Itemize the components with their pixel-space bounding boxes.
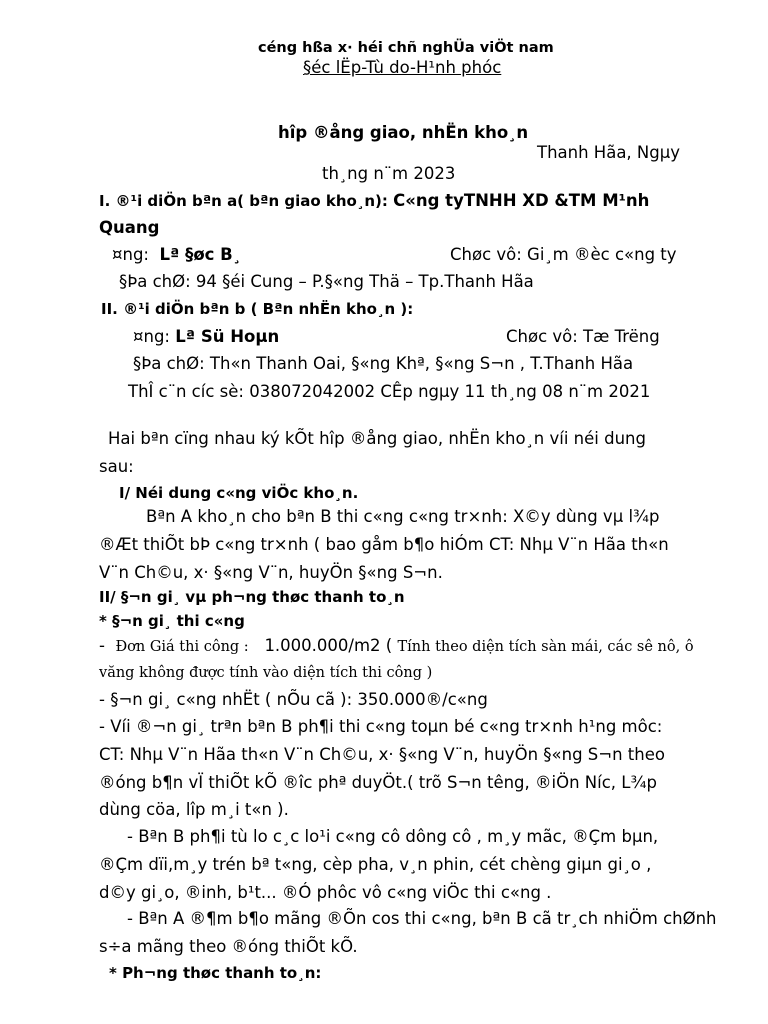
unit-price-line — [99, 636, 694, 657]
unit-price-value: 1.000.000/m2 ( — [264, 636, 393, 655]
foundation-line-2: s÷a mãng theo ®óng thiÕt kÕ. — [99, 937, 358, 956]
party-a-address: §Þa chØ: 94 §éi Cung – P.§«ng Thä – Tp.Thanh Hãa — [119, 272, 534, 291]
scope-line-1: - Víi ®¬n gi¸ trªn bªn B ph¶i thi c«ng toµn bé c«ng tr×nh h¹ng môc: — [99, 717, 663, 736]
party-a-name-label: ¤ng: — [112, 245, 149, 264]
agreement-line-1: Hai bªn cïng nhau ký kÕt hîp ®ång giao, nhËn kho¸n víi néi dung — [108, 429, 646, 448]
section-1-line-1: Bªn A kho¸n cho bªn B thi c«ng c«ng tr×nh: X©y dùng vµ l¾p — [146, 507, 660, 526]
party-a-heading-label: I. ®¹i diÖn bªn a( bªn giao kho¸n): — [99, 192, 394, 210]
contract-title: hîp ®ång giao, nhËn kho¸n — [278, 123, 529, 142]
foundation-line-1: - Bªn A ®¶m b¶o mãng ®Õn cos thi c«ng, bªn B cã tr¸ch nhiÖm chØnh — [127, 909, 717, 928]
payment-method-heading: * Ph¬ng thøc thanh to¸n: — [109, 964, 322, 982]
agreement-line-2: sau: — [99, 457, 134, 476]
scope-line-2: CT: Nhµ V¨n Hãa th«n V¨n Ch©u, x· §«ng V¨n, huyÖn §«ng S¬n theo — [99, 745, 665, 764]
party-a-name: Lª §øc B¸ — [159, 245, 242, 264]
scope-line-4: dùng cöa, lîp m¸i t«n ). — [99, 800, 289, 819]
motto: §éc lËp-Tù do-H¹nh phóc — [303, 58, 502, 77]
party-a-representative — [112, 245, 241, 265]
unit-price-label: Đơn Giá thi công : — [115, 639, 249, 655]
party-a-position: Chøc vô: Gi¸m ®èc c«ng ty — [450, 245, 677, 264]
scope-line-3: ®óng b¶n vÏ thiÕt kÕ ®îc phª duyÖt.( trõ S¬n têng, ®iÖn Níc, L¾p — [99, 773, 657, 792]
section-2-heading: II/ §¬n gi¸ vµ ph¬ng thøc thanh to¸n — [99, 588, 405, 606]
labor-price: - §¬n gi¸ c«ng nhËt ( nÕu cã ): 350.000®/c«ng — [99, 690, 488, 709]
party-b-address: §Þa chØ: Th«n Thanh Oai, §«ng Khª, §«ng S¬n , T.Thanh Hãa — [133, 354, 634, 373]
section-1-heading: I/ Néi dung c«ng viÖc kho¸n. — [119, 484, 359, 502]
tools-line-1: - Bªn B ph¶i tù lo c¸c lo¹i c«ng cô dông cô , m¸y mãc, ®Çm bµn, — [127, 827, 659, 846]
party-b-representative — [133, 327, 279, 347]
party-b-id-card: ThÎ c¨n cíc sè: 038072042002 CÊp ngµy 11 th¸ng 08 n¨m 2021 — [128, 382, 651, 401]
tools-line-2: ®Çm dïi,m¸y trén bª t«ng, cèp pha, v¸n phin, cét chèng giµn gi¸o , — [99, 855, 652, 874]
party-b-heading: II. ®¹i diÖn bªn b ( Bªn nhËn kho¸n ): — [101, 300, 414, 318]
unit-price-note-line-2: văng không được tính vào diện tích thi công ) — [99, 665, 433, 681]
dash-marker: - — [99, 636, 116, 655]
party-b-name-label: ¤ng: — [133, 327, 170, 346]
section-2-subheading: * §¬n gi¸ thi c«ng — [99, 612, 245, 630]
party-a-heading — [99, 191, 649, 211]
national-title: céng hßa x· héi chñ nghÜa viÖt nam — [258, 40, 554, 56]
place-date-line-1: Thanh Hãa, Ngµy — [537, 143, 681, 162]
unit-price-note-line-1: Tính theo diện tích sàn mái, các sê nô, ô — [397, 639, 694, 655]
section-1-line-2: ®Æt thiÕt bÞ c«ng tr×nh ( bao gåm b¶o hiÓm CT: Nhµ V¨n Hãa th«n — [99, 535, 669, 554]
section-1-line-3: V¨n Ch©u, x· §«ng V¨n, huyÖn §«ng S¬n. — [99, 563, 443, 582]
party-b-name: Lª Sü Hoµn — [175, 327, 280, 346]
party-a-company-line-1: C«ng tyTNHH XD &TM M¹nh — [393, 191, 650, 210]
party-a-company-line-2: Quang — [99, 218, 160, 237]
party-b-position: Chøc vô: Tæ Trëng — [506, 327, 660, 346]
place-date-line-2: th¸ng n¨m 2023 — [322, 164, 456, 183]
tools-line-3: d©y gi¸o, ®inh, b¹t... ®Ó phôc vô c«ng viÖc thi c«ng . — [99, 883, 552, 902]
